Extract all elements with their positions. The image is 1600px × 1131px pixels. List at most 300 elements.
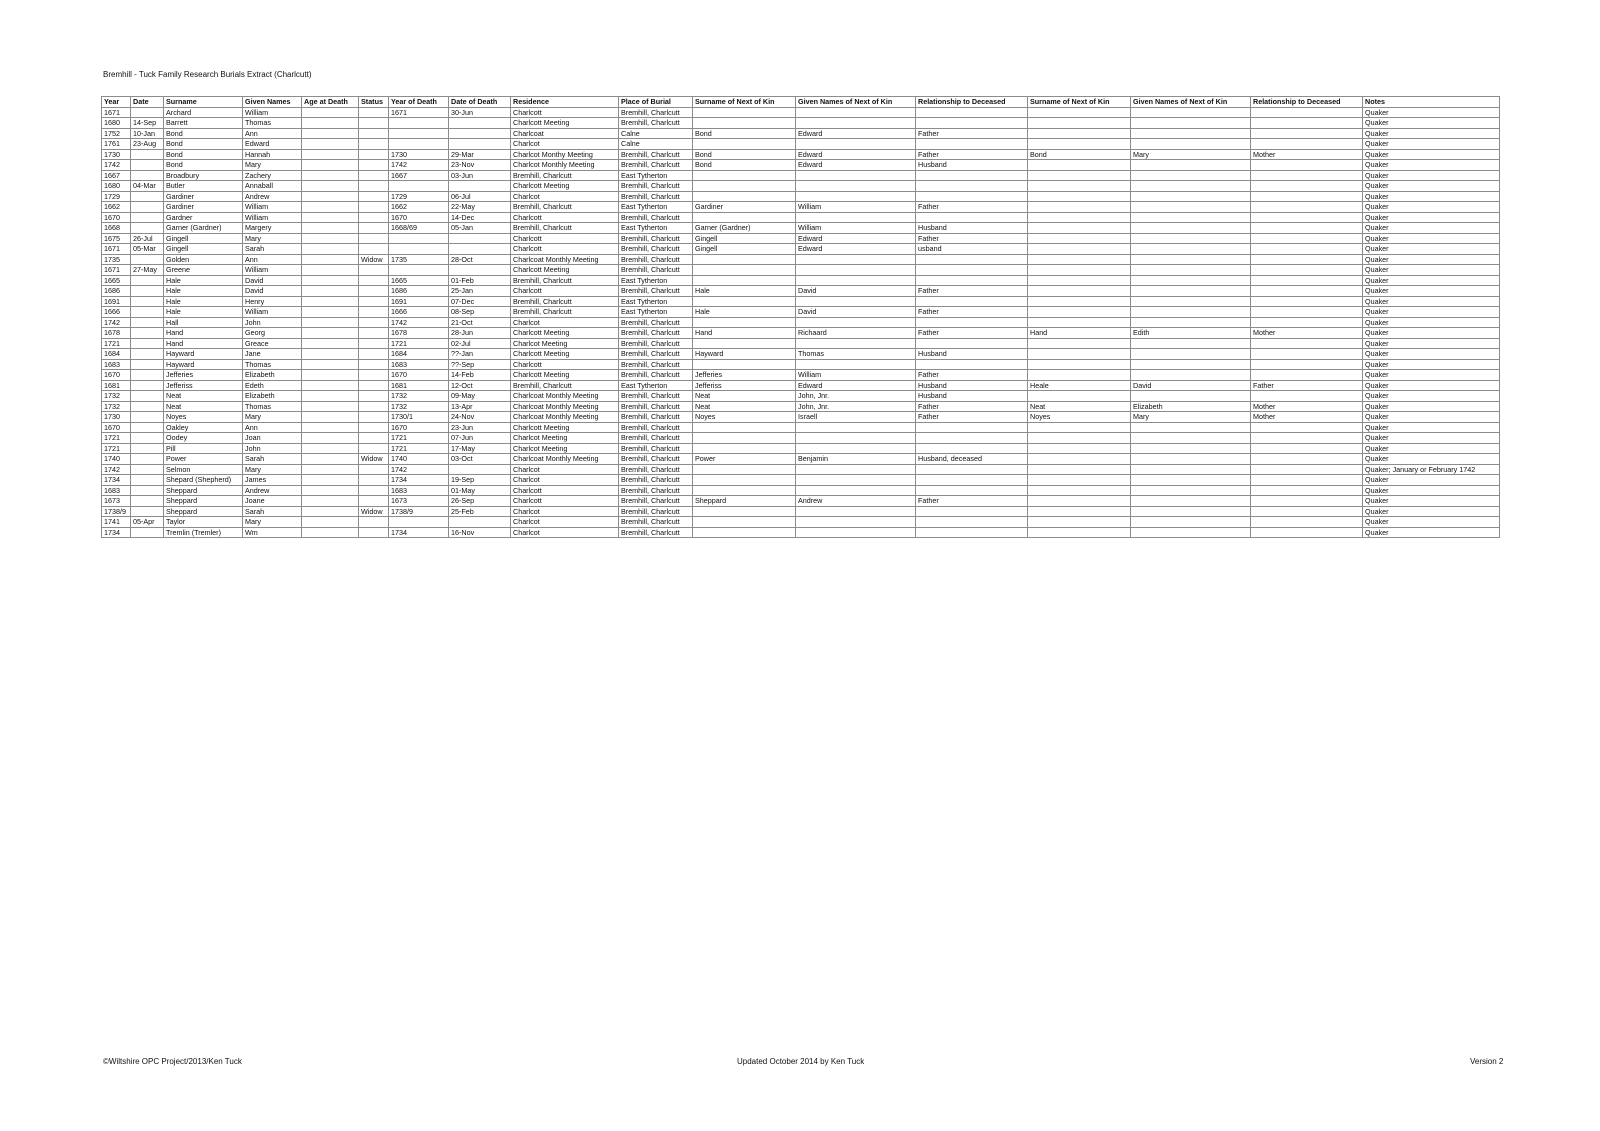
table-cell: Quaker	[1363, 422, 1500, 433]
table-cell	[693, 296, 796, 307]
table-cell	[1251, 254, 1363, 265]
table-cell: William	[243, 265, 302, 276]
table-cell	[131, 107, 164, 118]
table-cell: Charlcot	[511, 475, 619, 486]
table-cell	[131, 380, 164, 391]
table-cell: Mary	[243, 412, 302, 423]
table-cell: Pill	[164, 443, 243, 454]
table-cell	[693, 170, 796, 181]
table-cell	[916, 527, 1028, 538]
table-cell	[693, 317, 796, 328]
table-cell	[302, 139, 359, 150]
table-cell	[359, 286, 389, 297]
table-cell	[131, 370, 164, 381]
table-cell	[449, 244, 511, 255]
table-cell	[916, 359, 1028, 370]
table-cell	[1131, 307, 1251, 318]
table-cell	[1251, 517, 1363, 528]
column-header: Status	[359, 97, 389, 108]
table-cell: Quaker; January or February 1742	[1363, 464, 1500, 475]
table-cell: Heale	[1028, 380, 1131, 391]
table-cell: Gardner	[164, 212, 243, 223]
table-cell	[131, 433, 164, 444]
table-cell: 14-Sep	[131, 118, 164, 129]
table-cell: Israell	[796, 412, 916, 423]
table-cell: Quaker	[1363, 391, 1500, 402]
table-cell	[1028, 349, 1131, 360]
table-cell	[796, 265, 916, 276]
table-cell: Greace	[243, 338, 302, 349]
table-cell	[1028, 370, 1131, 381]
table-cell: 27-May	[131, 265, 164, 276]
table-cell	[131, 496, 164, 507]
table-cell: William	[796, 223, 916, 234]
table-cell: Joane	[243, 496, 302, 507]
table-cell: Bremhill, Charlcutt	[619, 254, 693, 265]
table-cell: Quaker	[1363, 139, 1500, 150]
table-cell: 1670	[389, 370, 449, 381]
table-cell: Edward	[796, 149, 916, 160]
table-cell: Mother	[1251, 401, 1363, 412]
table-cell: Bremhill, Charlcutt	[619, 317, 693, 328]
table-cell: Sheppard	[164, 506, 243, 517]
table-cell: Bremhill, Charlcutt	[619, 401, 693, 412]
table-cell: 1729	[102, 191, 131, 202]
table-cell: Bremhill, Charlcutt	[619, 485, 693, 496]
table-cell	[1028, 454, 1131, 465]
column-header: Date	[131, 97, 164, 108]
table-cell	[302, 464, 359, 475]
table-cell	[916, 317, 1028, 328]
table-cell	[796, 506, 916, 517]
table-cell	[916, 443, 1028, 454]
table-cell: Ann	[243, 128, 302, 139]
table-cell: 22-May	[449, 202, 511, 213]
table-cell	[796, 422, 916, 433]
table-cell	[302, 128, 359, 139]
table-cell: Father	[916, 412, 1028, 423]
table-cell: 1673	[389, 496, 449, 507]
table-cell	[1028, 506, 1131, 517]
table-cell: Quaker	[1363, 118, 1500, 129]
table-cell: Calne	[619, 139, 693, 150]
table-cell	[796, 359, 916, 370]
table-cell: John	[243, 443, 302, 454]
table-cell	[1028, 223, 1131, 234]
table-cell	[1028, 128, 1131, 139]
table-row	[102, 170, 1500, 181]
table-cell	[359, 380, 389, 391]
document-title: Bremhill - Tuck Family Research Burials Extract (Charlcutt)	[103, 70, 312, 79]
table-cell	[1251, 296, 1363, 307]
table-cell	[693, 485, 796, 496]
table-cell	[1251, 244, 1363, 255]
table-cell: Charlcott	[511, 485, 619, 496]
table-cell	[1028, 254, 1131, 265]
table-cell	[131, 506, 164, 517]
table-cell: Father	[1251, 380, 1363, 391]
table-cell: Tremlin (Tremler)	[164, 527, 243, 538]
table-cell: Quaker	[1363, 254, 1500, 265]
table-cell: 05-Mar	[131, 244, 164, 255]
table-cell: Mother	[1251, 149, 1363, 160]
table-cell: Bremhill, Charlcutt	[619, 233, 693, 244]
table-cell: 1732	[389, 391, 449, 402]
column-header: Year	[102, 97, 131, 108]
table-cell: Bond	[693, 160, 796, 171]
table-cell: Quaker	[1363, 296, 1500, 307]
table-cell	[1028, 485, 1131, 496]
table-cell: 23-Nov	[449, 160, 511, 171]
table-cell: Jefferiss	[164, 380, 243, 391]
table-cell	[359, 128, 389, 139]
table-cell: 1691	[389, 296, 449, 307]
table-cell: 1734	[102, 527, 131, 538]
table-cell	[796, 433, 916, 444]
table-cell	[1131, 443, 1251, 454]
table-cell: Bremhill, Charlcutt	[619, 433, 693, 444]
table-cell: 1666	[102, 307, 131, 318]
table-cell: Charlcot Monthly Meeting	[511, 160, 619, 171]
table-cell: Sheppard	[164, 496, 243, 507]
table-cell: Neat	[164, 391, 243, 402]
table-cell	[1131, 527, 1251, 538]
table-cell	[1028, 233, 1131, 244]
table-cell: Gingell	[164, 233, 243, 244]
table-cell: Thomas	[243, 118, 302, 129]
table-cell	[131, 391, 164, 402]
table-cell	[1131, 475, 1251, 486]
table-cell: Charlcott	[511, 233, 619, 244]
table-cell	[1251, 170, 1363, 181]
table-cell: Bond	[164, 160, 243, 171]
column-header: Date of Death	[449, 97, 511, 108]
table-cell	[359, 401, 389, 412]
table-cell	[359, 338, 389, 349]
table-cell: Wm	[243, 527, 302, 538]
table-cell: 26-Sep	[449, 496, 511, 507]
table-cell	[302, 160, 359, 171]
table-cell	[302, 370, 359, 381]
table-cell	[1251, 464, 1363, 475]
table-cell	[302, 254, 359, 265]
table-cell: Charlcott Meeting	[511, 181, 619, 192]
table-cell	[693, 433, 796, 444]
table-cell: Quaker	[1363, 485, 1500, 496]
table-cell	[1131, 464, 1251, 475]
table-cell: Bond	[1028, 149, 1131, 160]
table-cell	[131, 160, 164, 171]
table-cell: Garner (Gardner)	[164, 223, 243, 234]
table-cell	[916, 265, 1028, 276]
table-cell	[1028, 296, 1131, 307]
table-cell: Mary	[243, 160, 302, 171]
table-cell: Gingell	[693, 233, 796, 244]
table-row	[102, 496, 1500, 507]
table-row	[102, 359, 1500, 370]
table-cell: Hand	[1028, 328, 1131, 339]
table-cell: Widow	[359, 254, 389, 265]
table-cell	[302, 349, 359, 360]
table-cell: Henry	[243, 296, 302, 307]
table-cell	[1131, 391, 1251, 402]
table-cell: 1735	[389, 254, 449, 265]
table-cell: Bremhill, Charlcutt	[511, 170, 619, 181]
table-cell	[1251, 349, 1363, 360]
table-cell: 21-Oct	[449, 317, 511, 328]
table-cell: 1670	[389, 422, 449, 433]
table-cell: Elizabeth	[243, 370, 302, 381]
table-cell: Bremhill, Charlcutt	[511, 275, 619, 286]
table-cell: Widow	[359, 506, 389, 517]
table-cell	[389, 265, 449, 276]
table-cell: Husband	[916, 160, 1028, 171]
table-cell	[131, 202, 164, 213]
table-cell: 1742	[389, 160, 449, 171]
table-cell	[1028, 191, 1131, 202]
table-cell: Neat	[693, 391, 796, 402]
table-cell: Noyes	[164, 412, 243, 423]
table-cell: Father	[916, 202, 1028, 213]
table-body	[102, 107, 1500, 538]
table-cell: Bremhill, Charlcutt	[511, 307, 619, 318]
table-cell: 1761	[102, 139, 131, 150]
table-cell: 06-Jul	[449, 191, 511, 202]
table-cell	[796, 317, 916, 328]
table-cell	[359, 296, 389, 307]
table-cell: 1742	[102, 464, 131, 475]
table-cell: Charlcot	[511, 191, 619, 202]
table-cell: Bremhill, Charlcutt	[619, 506, 693, 517]
table-cell: 1671	[102, 265, 131, 276]
table-cell: 01-May	[449, 485, 511, 496]
table-cell: Hale	[164, 296, 243, 307]
table-cell	[1131, 359, 1251, 370]
table-cell: Charlcott Meeting	[511, 265, 619, 276]
table-cell: 1683	[389, 359, 449, 370]
table-cell: Bremhill, Charlcutt	[511, 380, 619, 391]
table-cell: 1721	[102, 433, 131, 444]
table-cell	[302, 275, 359, 286]
table-cell: Elizabeth	[243, 391, 302, 402]
table-cell: Charlcot	[511, 464, 619, 475]
table-cell	[389, 139, 449, 150]
table-cell	[131, 254, 164, 265]
table-row	[102, 464, 1500, 475]
column-header: Relationship to Deceased	[1251, 97, 1363, 108]
table-cell: 1732	[102, 401, 131, 412]
table-cell	[1251, 275, 1363, 286]
table-row	[102, 244, 1500, 255]
table-cell: 1742	[102, 317, 131, 328]
table-cell	[916, 506, 1028, 517]
table-cell: Hayward	[164, 349, 243, 360]
table-cell	[1028, 338, 1131, 349]
table-cell	[916, 464, 1028, 475]
table-cell	[916, 275, 1028, 286]
table-cell: East Tytherton	[619, 170, 693, 181]
table-cell	[359, 275, 389, 286]
table-cell	[359, 485, 389, 496]
table-cell	[1028, 244, 1131, 255]
table-cell	[359, 464, 389, 475]
table-cell	[302, 107, 359, 118]
table-cell: Bremhill, Charlcutt	[619, 244, 693, 255]
table-cell: 1671	[389, 107, 449, 118]
column-header: Surname	[164, 97, 243, 108]
table-cell	[1131, 506, 1251, 517]
table-cell	[1131, 454, 1251, 465]
table-cell: Husband, deceased	[916, 454, 1028, 465]
table-cell	[302, 307, 359, 318]
table-cell	[302, 317, 359, 328]
table-cell	[1028, 170, 1131, 181]
table-cell: 1678	[389, 328, 449, 339]
table-cell: Bond	[164, 139, 243, 150]
table-cell	[1251, 139, 1363, 150]
table-cell: Quaker	[1363, 338, 1500, 349]
table-cell: 1670	[102, 422, 131, 433]
table-cell	[302, 286, 359, 297]
table-cell: John, Jnr.	[796, 401, 916, 412]
table-cell: 07-Dec	[449, 296, 511, 307]
table-cell	[359, 160, 389, 171]
table-cell: Hale	[693, 307, 796, 318]
table-cell: 1721	[389, 338, 449, 349]
table-row	[102, 307, 1500, 318]
table-cell: Bremhill, Charlcutt	[619, 391, 693, 402]
table-cell: 14-Dec	[449, 212, 511, 223]
column-header: Notes	[1363, 97, 1500, 108]
table-row	[102, 527, 1500, 538]
table-cell	[1028, 517, 1131, 528]
table-row	[102, 317, 1500, 328]
table-cell: Father	[916, 128, 1028, 139]
table-cell	[1251, 128, 1363, 139]
table-cell: 1738/9	[389, 506, 449, 517]
table-cell: 1734	[102, 475, 131, 486]
table-cell: Hayward	[693, 349, 796, 360]
table-cell	[131, 170, 164, 181]
table-row	[102, 160, 1500, 171]
table-row	[102, 349, 1500, 360]
table-cell	[916, 170, 1028, 181]
table-cell: 12-Oct	[449, 380, 511, 391]
table-cell: 10-Jan	[131, 128, 164, 139]
table-cell	[1131, 485, 1251, 496]
table-cell	[1131, 139, 1251, 150]
table-cell: Jefferies	[693, 370, 796, 381]
table-cell	[916, 296, 1028, 307]
table-cell	[1131, 107, 1251, 118]
table-cell: Ann	[243, 422, 302, 433]
table-cell	[796, 181, 916, 192]
table-cell	[916, 475, 1028, 486]
table-cell: Bremhill, Charlcutt	[511, 202, 619, 213]
table-cell	[1251, 160, 1363, 171]
table-cell: 24-Nov	[449, 412, 511, 423]
table-cell	[1251, 317, 1363, 328]
table-cell: Charlcot Meeting	[511, 443, 619, 454]
table-cell: Gingell	[693, 244, 796, 255]
table-cell	[449, 233, 511, 244]
table-cell: 01-Feb	[449, 275, 511, 286]
table-cell: Quaker	[1363, 107, 1500, 118]
table-cell	[359, 265, 389, 276]
table-cell: Quaker	[1363, 349, 1500, 360]
table-cell: Bremhill, Charlcutt	[619, 517, 693, 528]
table-cell: Zachery	[243, 170, 302, 181]
table-cell: 09-May	[449, 391, 511, 402]
table-cell: Bond	[164, 149, 243, 160]
table-cell: Edward	[243, 139, 302, 150]
column-header: Surname of Next of Kin	[693, 97, 796, 108]
table-cell: Golden	[164, 254, 243, 265]
table-cell	[1251, 307, 1363, 318]
table-cell: Hand	[693, 328, 796, 339]
table-cell: 03-Jun	[449, 170, 511, 181]
table-cell: William	[243, 107, 302, 118]
table-cell	[449, 517, 511, 528]
table-cell: Bremhill, Charlcutt	[619, 359, 693, 370]
table-cell	[1131, 317, 1251, 328]
table-cell: ??-Jan	[449, 349, 511, 360]
table-cell	[449, 181, 511, 192]
table-cell: Gardiner	[164, 202, 243, 213]
table-cell: Bremhill, Charlcutt	[619, 191, 693, 202]
table-cell: Father	[916, 328, 1028, 339]
table-cell: 1735	[102, 254, 131, 265]
table-cell: Quaker	[1363, 223, 1500, 234]
table-cell: 1665	[102, 275, 131, 286]
table-cell	[131, 149, 164, 160]
table-cell: Jefferies	[164, 370, 243, 381]
table-cell: 1662	[102, 202, 131, 213]
table-cell: Quaker	[1363, 128, 1500, 139]
table-cell	[1131, 223, 1251, 234]
table-cell: 1686	[102, 286, 131, 297]
table-cell: 1742	[389, 317, 449, 328]
table-cell: Quaker	[1363, 328, 1500, 339]
table-cell	[359, 359, 389, 370]
table-cell: 1671	[102, 244, 131, 255]
table-cell: John	[243, 317, 302, 328]
table-cell: Hannah	[243, 149, 302, 160]
table-cell: 1734	[389, 475, 449, 486]
table-cell: 1742	[389, 464, 449, 475]
table-cell: 1665	[389, 275, 449, 286]
table-cell: 02-Jul	[449, 338, 511, 349]
table-cell	[1028, 464, 1131, 475]
table-cell: Quaker	[1363, 370, 1500, 381]
table-cell: Joan	[243, 433, 302, 444]
table-cell	[796, 170, 916, 181]
table-cell	[302, 506, 359, 517]
table-cell: Husband	[916, 349, 1028, 360]
table-row	[102, 286, 1500, 297]
table-cell: Charlcot Meeting	[511, 433, 619, 444]
table-cell: Husband	[916, 223, 1028, 234]
table-cell: Charlcot Meeting	[511, 338, 619, 349]
table-cell: 1662	[389, 202, 449, 213]
table-cell	[302, 485, 359, 496]
table-cell	[693, 464, 796, 475]
table-cell	[1251, 475, 1363, 486]
table-cell: Sarah	[243, 506, 302, 517]
table-row	[102, 401, 1500, 412]
table-cell: Edward	[796, 128, 916, 139]
table-cell: 1666	[389, 307, 449, 318]
